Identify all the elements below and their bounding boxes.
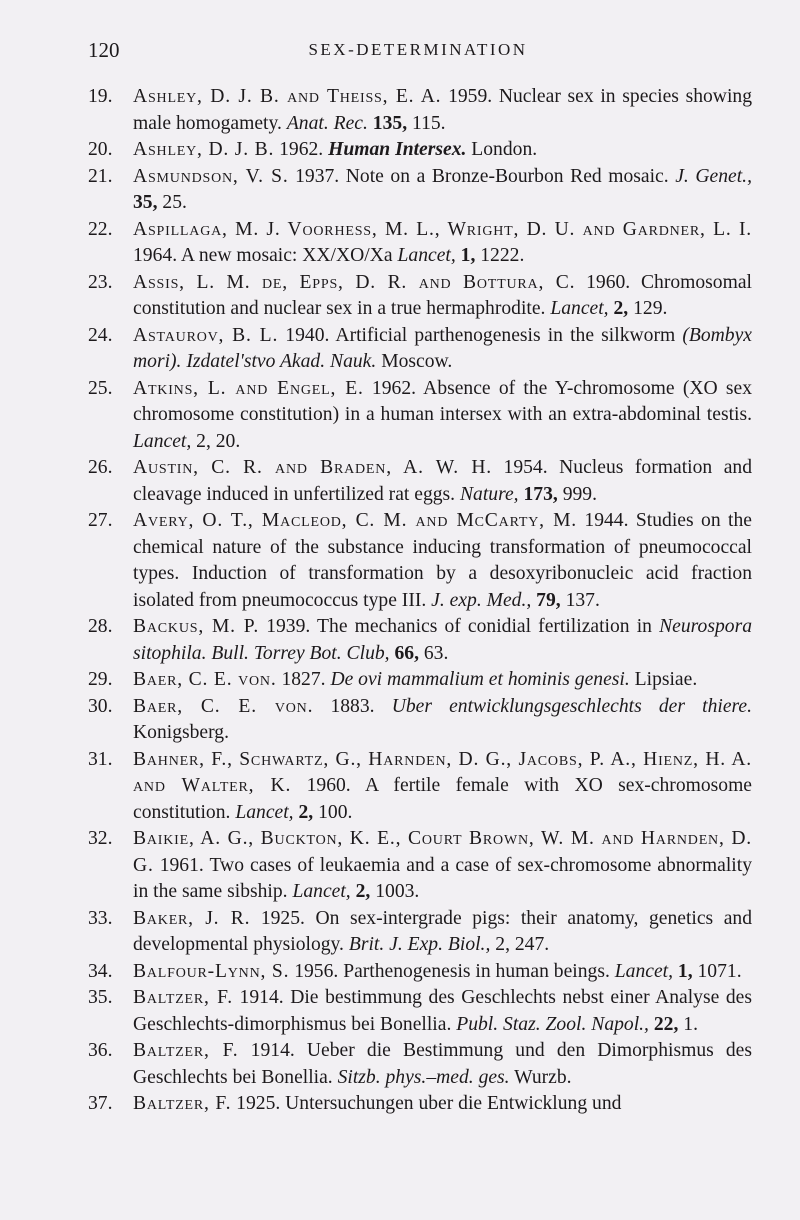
reference-pages: 999. (562, 483, 597, 505)
reference-pages: 115. (412, 112, 446, 134)
reference-authors: Baltzer, F. (133, 1040, 239, 1061)
reference-journal: Uber entwicklungsgeschlechts der thiere. (391, 695, 753, 717)
reference-volume: 66, (394, 642, 419, 664)
reference-journal: Lancet, (133, 430, 192, 452)
reference-journal: Lancet, (235, 801, 294, 823)
reference-number: 25. (88, 377, 113, 399)
reference-text: 1961. Two cases of leukaemia and a case of sex-chromosome abnormality in the same sibship. (133, 854, 752, 902)
reference-text: 1960. Chromosomal constitution and nuclear sex in a true hermaphrodite. (133, 271, 752, 319)
reference-authors: Astaurov, B. L. (133, 324, 279, 346)
reference-journal: Neurospora sitophila. Bull. Torrey Bot. Club, (133, 616, 752, 664)
reference-text: 1925. On sex-intergrade pigs: their anatomy, genetics and developmental physiology. (133, 907, 753, 955)
reference-list (88, 84, 752, 1118)
reference-text: 1914. Ueber die Bestimmung und den Dimorphismus des Geschlechts bei Bonellia. (133, 1040, 753, 1088)
reference-number: 37. (88, 1093, 113, 1114)
reference-entry (88, 376, 752, 456)
reference-authors: Avery, O. T., Macleod, C. M. and McCarty, M. (133, 510, 577, 531)
reference-authors: Baltzer, F. (133, 987, 233, 1008)
reference-pages: Lipsiae. (634, 669, 698, 690)
reference-entry (88, 137, 752, 164)
reference-journal: Brit. J. Exp. Biol., (348, 934, 491, 955)
reference-text: 1944. Studies on the chemical nature of the substance inducing transformation of pneumococcal types. Induction of transformation by a desoxyribonucleic acid fraction isolated from pneumococcus type III. (133, 510, 752, 611)
reference-pages: 1. (683, 1013, 698, 1035)
reference-volume: 2, (298, 801, 314, 823)
reference-text: 1964. A new mosaic: XX/XO/Xa (133, 245, 393, 266)
reference-entry (88, 270, 752, 323)
reference-journal: Sitzb. phys.–med. ges. (337, 1066, 510, 1088)
reference-number: 33. (88, 907, 113, 929)
reference-volume: 22, (653, 1013, 679, 1035)
reference-authors: Austin, C. R. and Braden, A. W. H. (133, 457, 492, 478)
reference-pages: 129. (633, 298, 668, 319)
reference-authors: Baker, J. R. (133, 907, 251, 929)
reference-entry (88, 906, 752, 959)
reference-number: 23. (88, 271, 113, 293)
page-header (88, 38, 748, 68)
reference-volume: 2, (613, 298, 629, 319)
reference-volume: 2, (495, 934, 510, 955)
reference-authors: Baikie, A. G., Buckton, K. E., Court Brown, W. M. and Harnden, D. G. (133, 828, 752, 876)
reference-entry (88, 985, 752, 1038)
reference-pages: 1003. (375, 881, 420, 902)
reference-pages: 63. (423, 642, 449, 664)
reference-pages: Wurzb. (514, 1066, 572, 1088)
reference-number: 29. (88, 669, 113, 690)
reference-journal: Lancet, (397, 245, 456, 266)
reference-journal: J. exp. Med., (431, 589, 532, 611)
reference-authors: Backus, M. P. (133, 616, 260, 637)
reference-text: 1962. Absence of the Y-chromosome (XO sex chromosome constitution) in a human intersex with an extra-abdominal testis. (133, 377, 752, 425)
reference-authors: Baer, C. E. von. (133, 695, 314, 717)
reference-number: 34. (88, 960, 113, 982)
reference-pages: Moscow. (381, 351, 453, 372)
reference-volume: 1, (460, 245, 476, 266)
reference-authors: Aspillaga, M. J. Voorhess, M. L., Wright, D. U. and Gardner, L. I. (133, 218, 752, 240)
reference-text: 1960. A fertile female with XO sex-chromosome constitution. (133, 775, 753, 823)
reference-entry (88, 614, 752, 667)
reference-authors: Bahner, F., Schwartz, G., Harnden, D. G., Jacobs, P. A., Hienz, H. A. and Walter, K. (133, 748, 752, 796)
reference-entry (88, 217, 752, 270)
reference-entry (88, 164, 752, 217)
reference-volume: 2, (196, 430, 211, 452)
reference-authors: Asmundson, V. S. (133, 165, 289, 187)
reference-pages: 20. (215, 430, 241, 452)
reference-pages: 25. (162, 192, 187, 213)
reference-journal: De ovi mammalium et hominis genesi. (330, 669, 630, 690)
reference-number: 32. (88, 828, 113, 849)
reference-number: 21. (88, 165, 113, 187)
reference-entry (88, 959, 752, 986)
reference-number: 35. (88, 987, 113, 1008)
reference-authors: Balfour-Lynn, S. (133, 960, 290, 982)
reference-number: 27. (88, 510, 113, 531)
reference-journal: Lancet, (614, 960, 673, 982)
reference-text: 1940. Artificial parthenogenesis in the silkworm (285, 324, 676, 346)
reference-authors: Assis, L. M. de, Epps, D. R. and Bottura, C. (133, 271, 576, 293)
reference-authors: Atkins, L. and Engel, E. (133, 377, 364, 399)
reference-entry (88, 84, 752, 137)
reference-entry (88, 323, 752, 376)
page-number: 120 (88, 38, 120, 62)
reference-journal: J. Genet., (675, 165, 752, 187)
reference-entry (88, 1091, 752, 1118)
reference-pages: 137. (565, 589, 600, 611)
reference-text: 1962. (279, 139, 324, 160)
reference-number: 20. (88, 139, 113, 160)
reference-number: 28. (88, 616, 113, 637)
reference-number: 31. (88, 748, 113, 770)
reference-volume: 79, (536, 589, 561, 611)
reference-volume: 135, (372, 112, 408, 134)
reference-text: 1827. (281, 669, 326, 690)
reference-text: 1959. Nuclear sex in species showing male homogamety. (133, 86, 752, 134)
reference-journal: Human Intersex. (328, 139, 467, 160)
reference-authors: Baltzer, F. (133, 1093, 232, 1114)
reference-pages: Konigsberg. (133, 722, 229, 743)
reference-journal: Anat. Rec. (286, 112, 368, 134)
reference-authors: Ashley, D. J. B. and Theiss, E. A. (133, 86, 442, 107)
reference-entry (88, 1038, 752, 1091)
reference-journal: Lancet, (550, 298, 609, 319)
reference-authors: Baer, C. E. von. (133, 669, 277, 690)
reference-number: 26. (88, 457, 113, 478)
reference-volume: 173, (523, 483, 558, 505)
reference-pages: 247. (514, 934, 550, 955)
reference-number: 30. (88, 695, 113, 717)
reference-journal: Publ. Staz. Zool. Napol., (456, 1013, 649, 1035)
reference-text: 1939. The mechanics of conidial fertilization in (266, 616, 652, 637)
reference-entry (88, 667, 752, 694)
reference-text: 1954. Nucleus formation and cleavage induced in unfertilized rat eggs. (133, 457, 753, 505)
reference-entry (88, 747, 752, 827)
reference-authors: Ashley, D. J. B. (133, 139, 275, 160)
reference-journal: Nature, (459, 483, 519, 505)
reference-number: 22. (88, 218, 113, 240)
reference-text: 1925. Untersuchungen uber die Entwicklung und (236, 1093, 622, 1114)
reference-pages: 100. (318, 801, 353, 823)
reference-text: 1914. Die bestimmung des Geschlechts nebst einer Analyse des Geschlechts-dimorphismus bei Bonellia. (133, 987, 752, 1035)
reference-volume: 35, (133, 192, 158, 213)
reference-journal: (Bombyx mori). Izdatel'stvo Akad. Nauk. (133, 324, 752, 372)
reference-text: 1883. (330, 695, 375, 717)
reference-entry (88, 694, 752, 747)
reference-volume: 2, (355, 881, 371, 902)
reference-entry (88, 455, 752, 508)
reference-entry (88, 508, 752, 614)
reference-text: 1956. Parthenogenesis in human beings. (294, 960, 610, 982)
reference-text: 1937. Note on a Bronze-Bourbon Red mosaic. (295, 165, 669, 187)
reference-volume: 1, (677, 960, 693, 982)
reference-number: 19. (88, 86, 113, 107)
reference-pages: 1071. (697, 960, 742, 982)
reference-pages: 1222. (480, 245, 525, 266)
reference-pages: London. (471, 139, 538, 160)
reference-number: 24. (88, 324, 113, 346)
running-head: SEX-DETERMINATION (308, 40, 528, 59)
reference-number: 36. (88, 1040, 113, 1061)
reference-entry (88, 826, 752, 906)
reference-journal: Lancet, (292, 881, 351, 902)
